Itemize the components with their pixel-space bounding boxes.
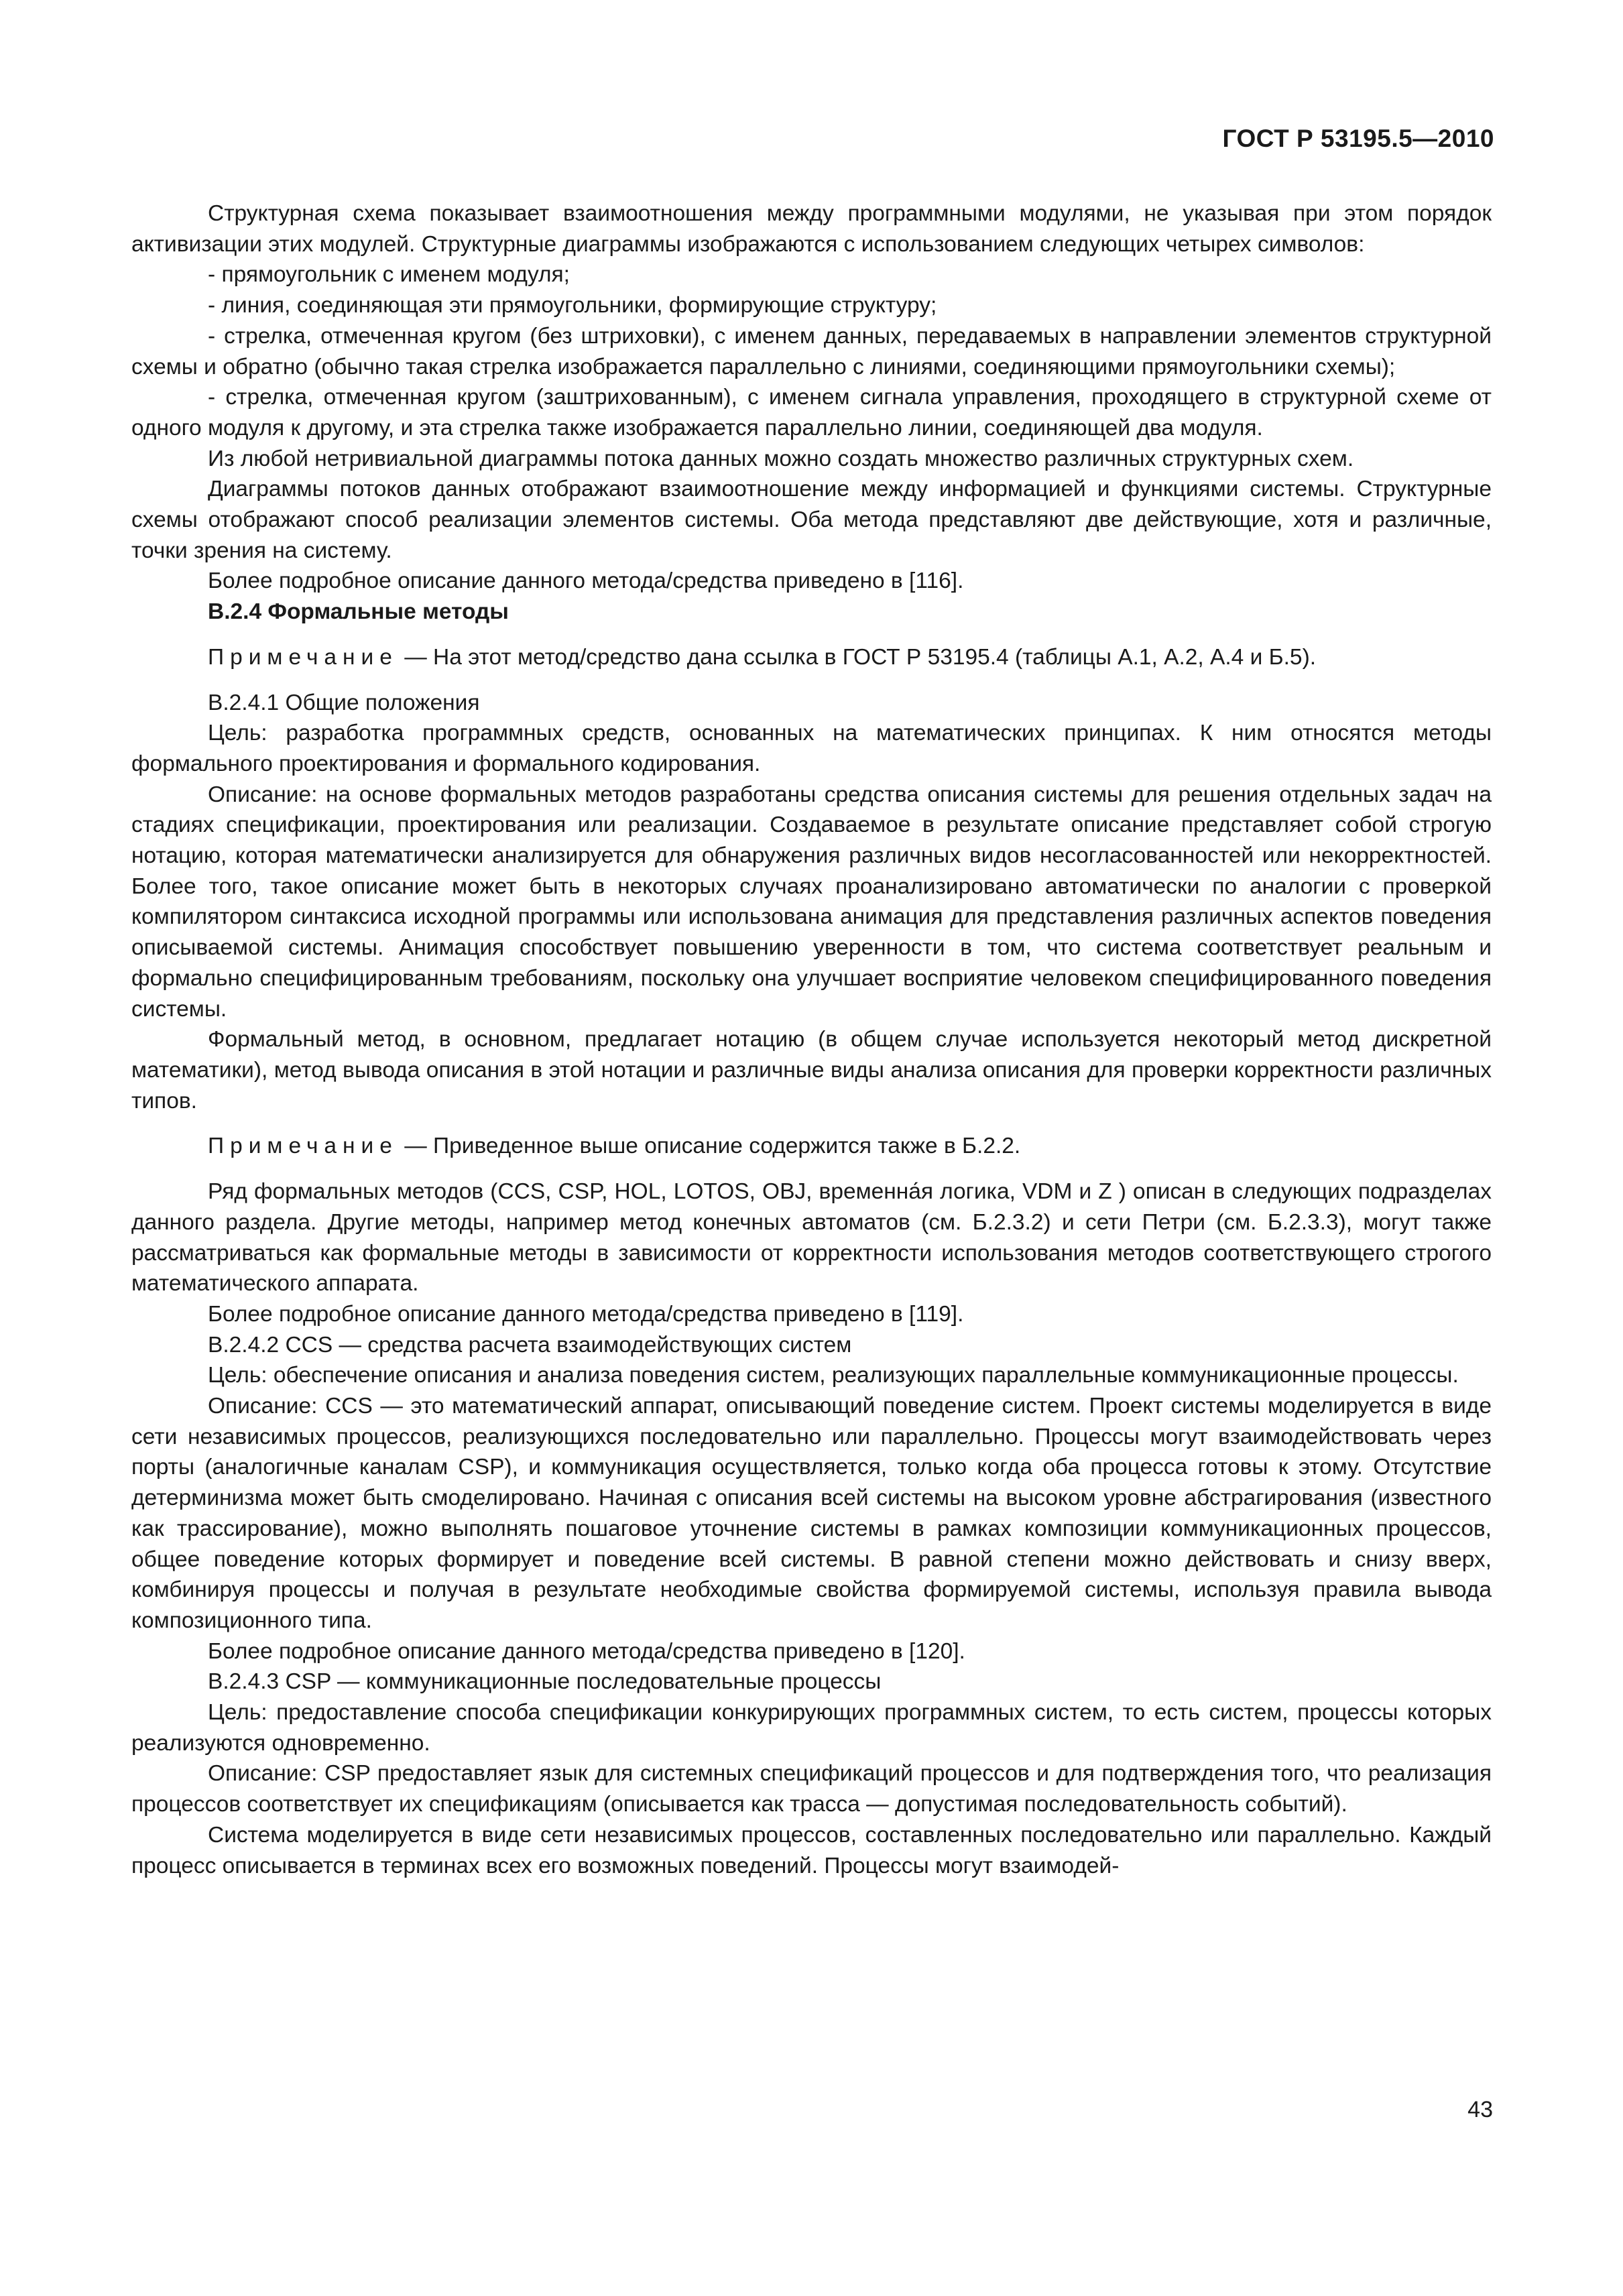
note — [131, 1131, 1492, 1162]
paragraph: Описание: CSP предоставляет язык для системных спецификаций процессов и для подтверждения того, что реализация процессов соответствует их спецификациям (описывается как трасса — допустимая последовательность событий). — [131, 1761, 1492, 1817]
section-heading: B.2.4 Формальные методы — [208, 599, 509, 625]
document-body — [131, 198, 1492, 1881]
list-item: - линия, соединяющая эти прямоугольники, формирующие структуру; — [208, 293, 937, 318]
subsection-heading: B.2.4.2 CCS — средства расчета взаимодействующих систем — [208, 1332, 852, 1357]
paragraph: Диаграммы потоков данных отображают взаимоотношение между информацией и функциями системы. Структурные схемы отображают способ реализации элементов системы. Оба метода представляют две действующие, хотя и различные, точки зрения на систему. — [131, 477, 1492, 563]
paragraph: Цель: предоставление способа спецификации конкурирующих программных систем, то есть систем, процессы которых реализуются одновременно. — [131, 1700, 1492, 1756]
list-item: - стрелка, отмеченная кругом (без штриховки), с именем данных, передаваемых в направлении элементов структурной схемы и обратно (обычно такая стрелка изображается параллельно с линиями, соединяющими прямоугольники схемы); — [131, 323, 1492, 379]
page-number: 43 — [1467, 2097, 1493, 2122]
paragraph: Цель: разработка программных средств, основанных на математических принципах. К ним относятся методы формального проектирования и формального кодирования. — [131, 721, 1492, 776]
paragraph: Описание: CCS — это математический аппарат, описывающий поведение систем. Проект системы моделируется в виде сети независимых процессов, реализующихся последовательно или параллельно. Процессы могут взаимодействовать через порты (аналогичные каналам CSP), и коммуникация осуществляется, только когда оба процесса готовы к этому. Отсутствие детерминизма может быть смоделировано. Начиная с описания всей системы на высоком уровне абстрагирования (известного как трассирование), можно выполнять пошаговое уточнение системы в рамках композиции коммуникационных процессов, общее поведение которых формирует и поведение всей системы. В равной степени можно действовать и снизу вверх, комбинируя процессы и получая в результате необходимые свойства формируемой системы, используя правила вывода композиционного типа. — [131, 1394, 1492, 1633]
note-text: — На этот метод/средство дана ссылка в ГОСТ Р 53195.4 (таблицы А.1, А.2, А.4 и Б.5). — [404, 644, 1317, 670]
paragraph: Более подробное описание данного метода/средства приведено в [119]. — [208, 1301, 964, 1327]
note — [131, 642, 1492, 673]
note-label: Примечание — [208, 1134, 398, 1159]
subsection-heading: B.2.4.1 Общие положения — [208, 690, 480, 715]
paragraph: Ряд формальных методов (CCS, CSP, HOL, LOTOS, OBJ, временна́я логика, VDM и Z ) описан в следующих подразделах данного раздела. Другие методы, например метод конечных автоматов (см. Б.2.3.2) и сети Петри (см. Б.2.3.3), могут также рассматриваться как формальные методы в зависимости от корректности использования методов соответствующего строгого математического аппарата. — [131, 1179, 1492, 1296]
paragraph: Более подробное описание данного метода/средства приведено в [116]. — [208, 568, 964, 594]
paragraph: Описание: на основе формальных методов разработаны средства описания системы для решения отдельных задач на стадиях спецификации, проектирования или реализации. Создаваемое в результате описание представляет собой строгую нотацию, которая математически анализируется для обнаружения различных видов несогласованностей или некорректностей. Более того, такое описание может быть в некоторых случаях проанализировано автоматически по аналогии с проверкой компилятором синтаксиса исходной программы или использована анимация для представления различных аспектов поведения описываемой системы. Анимация способствует повышению уверенности в том, что система соответствует реальным и формально специфицированным требованиям, поскольку она улучшает восприятие человеком специфицированного поведения системы. — [131, 782, 1492, 1022]
list-item: - стрелка, отмеченная кругом (заштрихованным), с именем сигнала управления, проходящего в структурной схеме от одного модуля к другому, и эта стрелка также изображается параллельно линии, соединяющей два модуля. — [131, 385, 1492, 440]
subsection-heading: B.2.4.3 CSP — коммуникационные последовательные процессы — [208, 1669, 882, 1695]
note-text: — Приведенное выше описание содержится также в Б.2.2. — [404, 1134, 1021, 1159]
paragraph: Структурная схема показывает взаимоотношения между программными модулями, не указывая при этом порядок активизации этих модулей. Структурные диаграммы изображаются с использованием следующих четырех символов: — [131, 201, 1492, 257]
document-header: ГОСТ Р 53195.5—2010 — [1222, 125, 1494, 152]
paragraph: Система моделируется в виде сети независимых процессов, составленных последовательно или параллельно. Каждый процесс описывается в терминах всех его возможных поведений. Процессы могут взаимодей- — [131, 1822, 1492, 1878]
paragraph: Более подробное описание данного метода/средства приведено в [120]. — [208, 1638, 965, 1664]
paragraph: Цель: обеспечение описания и анализа поведения систем, реализующих параллельные коммуникационные процессы. — [208, 1363, 1459, 1388]
note-label: Примечание — [208, 644, 398, 670]
paragraph: Из любой нетривиальной диаграммы потока данных можно создать множество различных структурных схем. — [208, 446, 1354, 471]
list-item: - прямоугольник с именем модуля; — [208, 262, 570, 288]
paragraph: Формальный метод, в основном, предлагает нотацию (в общем случае используется некоторый метод дискретной математики), метод вывода описания в этой нотации и различные виды анализа описания для проверки корректности различных типов. — [131, 1027, 1492, 1113]
